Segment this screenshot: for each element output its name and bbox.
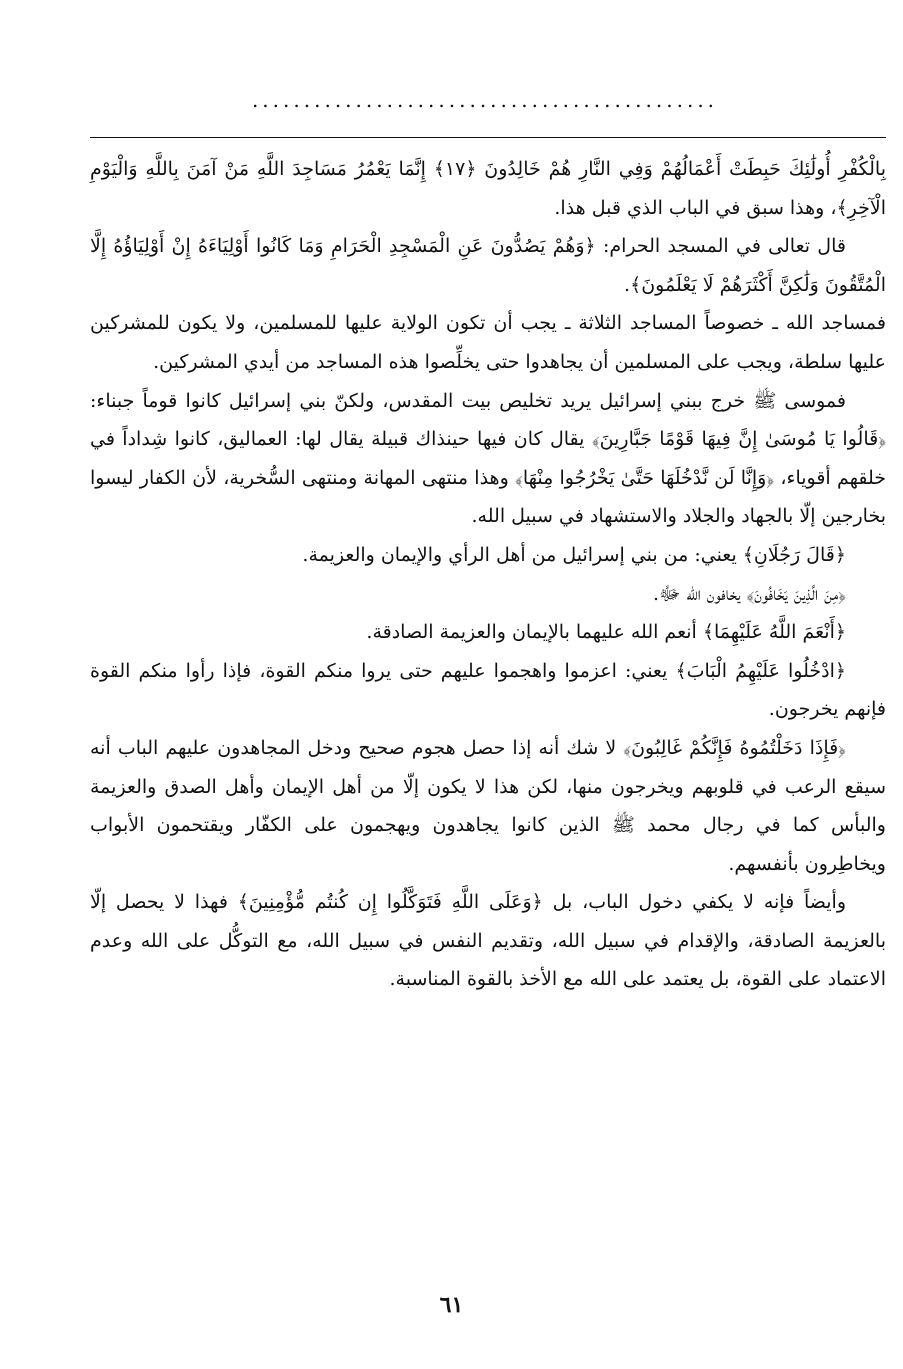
header-dotted-line: ............................................. xyxy=(251,88,719,112)
body-text xyxy=(90,150,886,999)
paragraph: فموسى ﷺ خرج ببني إسرائيل يريد تخليص بيت المقدس، ولكنّ بني إسرائيل كانوا قوماً جبناء: ﴿قَالُوا يَا مُوسَىٰ إِنَّ فِيهَا قَوْمًا جَبَّارِينَ﴾ يقال كان فيها حينذاك قبيلة يقال لها: العماليق، كانوا شِداداً في خلقهم أقوياء، ﴿وَإِنَّا لَن نَّدْخُلَهَا حَتَّىٰ يَخْرُجُوا مِنْهَا﴾ وهذا منتهى المهانة ومنتهى السُّخرية، لأن الكفار ليسوا بخارجين إلّا بالجهاد والجلاد والاستشهاد في سبيل الله. xyxy=(90,389,886,528)
paragraph: ﴿أَنْعَمَ اللَّهُ عَلَيْهِمَا﴾ أنعم الله عليهما بالإيمان والعزيمة الصادقة. xyxy=(366,621,846,644)
paragraph: بِالْكُفْرِ أُولَٰئِكَ حَبِطَتْ أَعْمَالُهُمْ وَفِي النَّارِ هُمْ خَالِدُونَ ﴿١٧﴾ إِنَّمَا يَعْمُرُ مَسَاجِدَ اللَّهِ مَنْ آمَنَ بِاللَّهِ وَالْيَوْمِ الْآخِرِ﴾، وهذا سبق في الباب الذي قبل هذا. xyxy=(90,158,886,219)
paragraph: قال تعالى في المسجد الحرام: ﴿وَهُمْ يَصُدُّونَ عَنِ الْمَسْجِدِ الْحَرَامِ وَمَا كَانُوا أَوْلِيَاءَهُ إِنْ أَوْلِيَاؤُهُ إِلَّا الْمُتَّقُونَ وَلَٰكِنَّ أَكْثَرَهُمْ لَا يَعْلَمُونَ﴾. xyxy=(90,235,886,296)
paragraph: وأيضاً فإنه لا يكفي دخول الباب، بل ﴿وَعَلَى اللَّهِ فَتَوَكَّلُوا إِن كُنتُم مُّؤْمِنِينَ﴾ فهذا لا يحصل إلّا بالعزيمة الصادقة، والإقدام في سبيل الله، وتقديم النفس في سبيل الله، مع التوكُّل على الله وعدم الاعتماد على القوة، بل يعتمد على الله مع الأخذ بالقوة المناسبة. xyxy=(90,891,886,991)
header-rule xyxy=(90,137,886,138)
paragraph: ﴿فَإِذَا دَخَلْتُمُوهُ فَإِنَّكُمْ غَالِبُونَ﴾ لا شك أنه إذا حصل هجوم صحيح ودخل المجاهدون عليهم الباب أنه سيقع الرعب في قلوبهم ويخرجون منها، لكن هذا لا يكون إلّا من أهل الإيمان وأهل الصدق والعزيمة والبأس كما في رجال محمد ﷺ الذين كانوا يجاهدون ويهجمون على الكفّار ويقتحمون الأبواب ويخاطِرون بأنفسهم. xyxy=(90,736,886,875)
paragraph: ﴿ادْخُلُوا عَلَيْهِمُ الْبَابَ﴾ يعني: اعزموا واهجموا عليهم حتى يروا منكم القوة، فإذا رأوا منكم القوة فإنهم يخرجون. xyxy=(90,659,886,721)
paragraph: ﴿قَالَ رَجُلَانِ﴾ يعني: من بني إسرائيل من أهل الرأي والإيمان والعزيمة. xyxy=(302,543,846,566)
paragraph: ﴿مِنَ الَّذِينَ يَخَافُونَ﴾ يخافون الله ﷻ. xyxy=(653,582,846,605)
paragraph: فمساجد الله ـ خصوصاً المساجد الثلاثة ـ يجب أن تكون الولاية عليها للمسلمين، ولا يكون للمشركين عليها سلطة، ويجب على المسلمين أن يجاهدوا حتى يخلِّصوا هذه المساجد من أيدي المشركين. xyxy=(90,312,886,373)
page-number: ٦١ xyxy=(439,1292,464,1318)
